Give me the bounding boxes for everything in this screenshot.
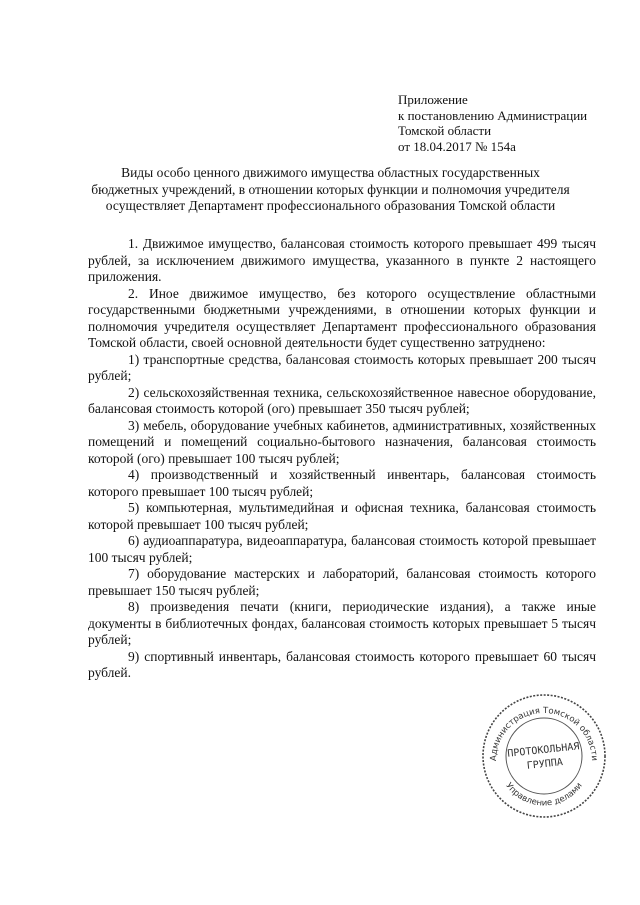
header-line-3: Томской области: [398, 123, 492, 138]
paragraph-1: 1. Движимое имущество, балансовая стоимость которого превышает 499 тысяч рублей, за исключением движимого имущества, указанного в пункте 2 настоящего приложения.: [88, 236, 596, 284]
stamp-center-line-2: ГРУППА: [526, 757, 564, 772]
list-item-3: 3) мебель, оборудование учебных кабинетов, административных, хозяйственных помещений и помещений социально-бытового назначения, балансовая стоимость которой (ого) превышает 100 тысяч рублей;: [88, 417, 596, 466]
header-line-4: от 18.04.2017 № 154а: [398, 138, 516, 154]
list-item-1: 1) транспортные средства, балансовая стоимость которых превышает 200 тысяч рублей;: [88, 351, 596, 383]
list-item-8: 8) произведения печати (книги, периодические издания), а также иные документы в библиотечных фондах, балансовая стоимость которых превышает 5 тысяч рублей;: [88, 599, 596, 647]
list-item-9: 9) спортивный инвентарь, балансовая стоимость которого превышает 60 тысяч рублей.: [88, 648, 596, 680]
paragraph-2: 2. Иное движимое имущество, без которого осуществление областными государственными бюджетными учреждениями, в отношении которых функции и полномочия учредителя осуществляет Департамент профессионального образования Томской области, своей основной деятельности будет существенно затруднено:: [88, 285, 596, 350]
list-item-5: 5) компьютерная, мультимедийная и офисная техника, балансовая стоимость которой превышает 100 тысяч рублей;: [88, 500, 596, 532]
header-line-1: Приложение: [398, 92, 468, 107]
official-stamp: [479, 691, 609, 821]
list-item-7: 7) оборудование мастерских и лабораторий, балансовая стоимость которого превышает 150 тысяч рублей;: [88, 566, 596, 598]
list-item-6: 6) аудиоаппаратура, видеоаппаратура, балансовая стоимость которой превышает 100 тысяч рублей;: [88, 533, 596, 565]
document-body: [88, 236, 596, 682]
appendix-header: [398, 92, 633, 154]
stamp-ring-top-text: Администрация Томской области: [488, 705, 600, 762]
stamp-ring-bottom-text: Управление делами: [503, 780, 585, 809]
header-line-2: к постановлению Администрации: [398, 107, 588, 123]
document-title: Виды особо ценного движимого имущества областных государственных бюджетных учреждений, в отношении которых функции и полномочия учредителя осуществляет Департамент профессионального образования Томской области: [91, 165, 570, 213]
list-item-2: 2) сельскохозяйственная техника, сельскохозяйственное навесное оборудование, балансовая стоимость которой (ого) превышает 350 тысяч рублей;: [88, 384, 596, 416]
stamp-center-line-1: ПРОТОКОЛЬНАЯ: [506, 741, 580, 760]
list-item-4: 4) производственный и хозяйственный инвентарь, балансовая стоимость которого превышает 100 тысяч рублей;: [88, 467, 596, 499]
